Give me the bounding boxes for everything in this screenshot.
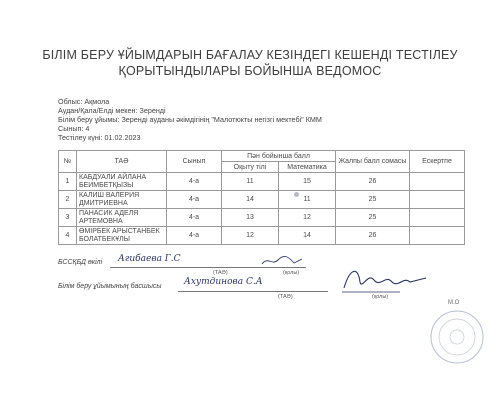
cell-note xyxy=(410,227,465,245)
document-title-line1: БІЛІМ БЕРУ ҰЙЫМДАРЫН БАҒАЛАУ КЕЗІНДЕГІ КЕШЕНДІ ТЕСТІЛЕУ xyxy=(42,48,458,62)
head-handwritten-name: Ахутдинова С.А xyxy=(184,277,263,287)
cell-name: КАЛИШ ВАЛЕРИЯ ДМИТРИЕВНА xyxy=(77,191,167,209)
cell-num: 2 xyxy=(59,191,77,209)
cell-total: 25 xyxy=(336,209,410,227)
document-title-line2: ҚОРЫТЫНДЫЛАРЫ БОЙЫНША ВЕДОМОС xyxy=(118,64,382,78)
cell-class: 4-а xyxy=(167,173,222,191)
header-name: ТАӘ xyxy=(77,151,167,173)
cell-num: 1 xyxy=(59,173,77,191)
head-label: Білім беру ұйымының басшысы xyxy=(58,283,162,290)
cell-class: 4-а xyxy=(167,191,222,209)
cell-score-math: 14 xyxy=(279,227,336,245)
cell-score-math: 15 xyxy=(279,173,336,191)
header-class: Сынып xyxy=(167,151,222,173)
ink-blot xyxy=(294,192,299,197)
bsskd-label: БССҚБД өкілі xyxy=(58,259,103,266)
head-kolu-label: (қолы) xyxy=(372,294,389,300)
cell-score-language: 14 xyxy=(222,191,279,209)
header-total: Жалпы балл сомасы xyxy=(336,151,410,173)
cell-score-math: 11 xyxy=(279,191,336,209)
header-subject-group: Пән бойынша балл xyxy=(222,151,336,162)
cell-name: ПАНАСИК АДЕЛЯ АРТЕМОВНА xyxy=(77,209,167,227)
cell-score-language: 12 xyxy=(222,227,279,245)
cell-num: 4 xyxy=(59,227,77,245)
cell-note xyxy=(410,173,465,191)
cell-total: 26 xyxy=(336,227,410,245)
cell-name: КАБДУАЛИ АЙЛАНА БЕИМБЕТҚЫЗЫ xyxy=(77,173,167,191)
cell-total: 25 xyxy=(336,191,410,209)
header-subject-language: Оқыту тілі xyxy=(222,162,279,173)
bsskd-handwritten-name: Агибаева Г.С xyxy=(118,254,181,264)
seal-stamp-icon xyxy=(428,308,486,366)
head-signature xyxy=(340,262,430,296)
head-taa-label: (ТАӘ) xyxy=(278,294,293,300)
cell-name: ӨМІРБЕК АРЫСТАНБЕК БОЛАТБЕКҰЛЫ xyxy=(77,227,167,245)
bsskd-taa-label: (ТАӘ) xyxy=(213,270,228,276)
bsskd-kolu-label: (қолы) xyxy=(283,270,300,276)
table-row xyxy=(59,191,465,209)
meta-kuni: Тестілеу күні: 01.02.2023 xyxy=(58,133,141,142)
table-row xyxy=(59,209,465,227)
cell-num: 3 xyxy=(59,209,77,227)
meta-synyp: Сынып: 4 xyxy=(58,124,90,133)
header-num: № xyxy=(59,151,77,173)
table-row xyxy=(59,173,465,191)
meta-uiym: Білім беру ұйымы: Зеренді ауданы әкімдігінің "Малотюкты негізгі мектебі" КММ xyxy=(58,115,322,124)
header-note: Ескертпе xyxy=(410,151,465,173)
meta-audan: Аудан/Қала/Елді мекен: Зеренді xyxy=(58,106,166,115)
table-row xyxy=(59,227,465,245)
cell-class: 4-а xyxy=(167,227,222,245)
bsskd-signature xyxy=(260,254,305,268)
cell-note xyxy=(410,191,465,209)
results-table xyxy=(58,150,465,245)
cell-score-language: 13 xyxy=(222,209,279,227)
cell-class: 4-а xyxy=(167,209,222,227)
cell-score-language: 11 xyxy=(222,173,279,191)
head-underline xyxy=(178,291,328,292)
cell-score-math: 12 xyxy=(279,209,336,227)
stamp-mo-label: М.О xyxy=(448,300,460,306)
meta-oblys: Облыс: Ақмола xyxy=(58,97,110,106)
header-subject-math: Математика xyxy=(279,162,336,173)
cell-note xyxy=(410,209,465,227)
cell-total: 26 xyxy=(336,173,410,191)
